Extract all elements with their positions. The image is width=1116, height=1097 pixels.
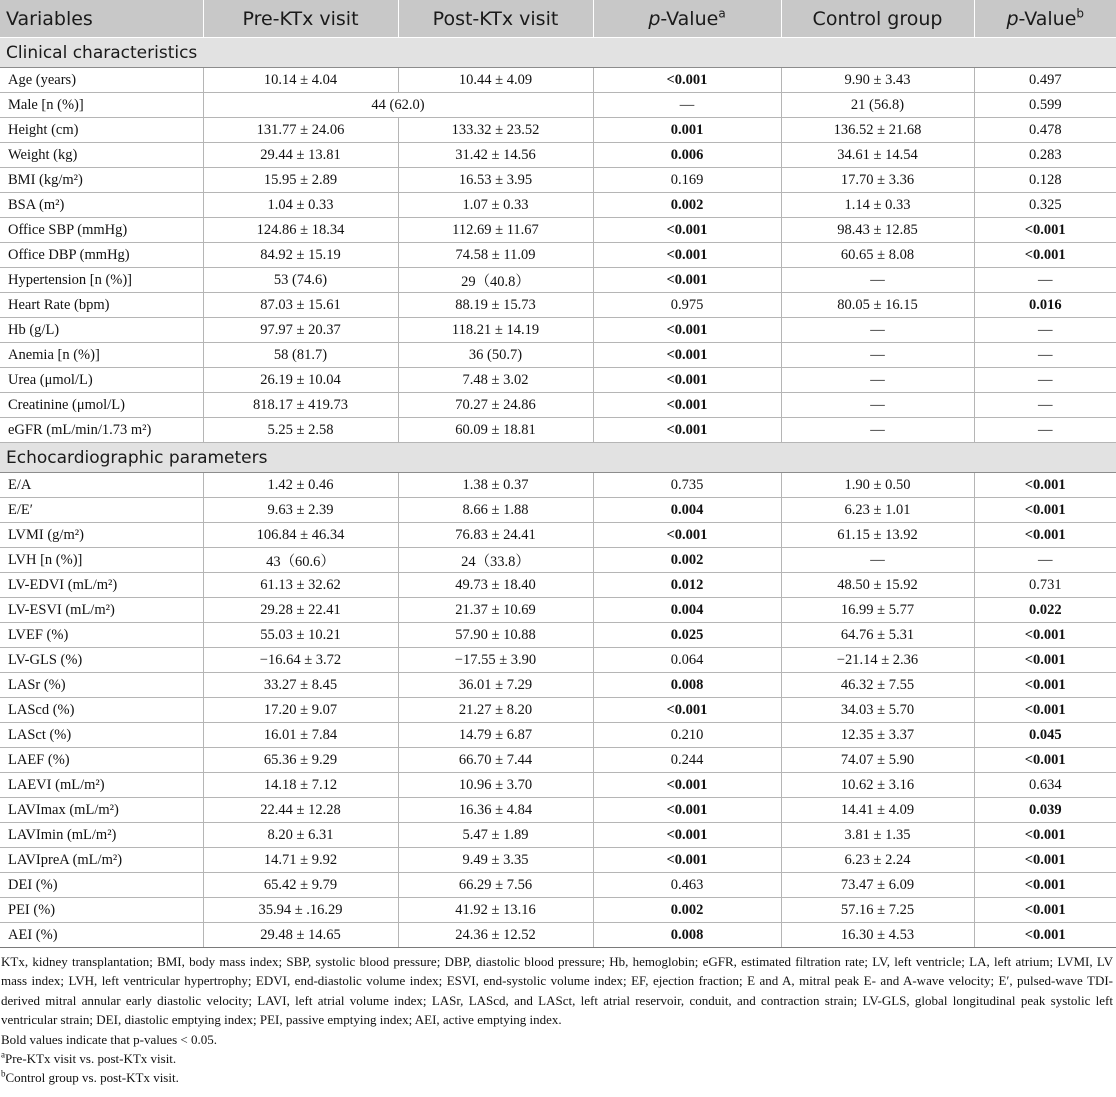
p-value-b-cell: 0.045 — [974, 723, 1116, 748]
table-row — [0, 473, 1116, 498]
pre-ktx-cell: 16.01 ± 7.84 — [203, 723, 398, 748]
footnote-a-text: Pre-KTx visit vs. post-KTx visit. — [5, 1051, 177, 1067]
control-cell: 16.30 ± 4.53 — [781, 923, 974, 948]
p-value-b-cell: 0.039 — [974, 798, 1116, 823]
p-value-b-cell: — — [974, 368, 1116, 393]
p-value-a-cell: 0.975 — [593, 293, 781, 318]
pre-ktx-cell: 8.20 ± 6.31 — [203, 823, 398, 848]
variable-cell: Male [n (%)] — [0, 93, 203, 118]
post-ktx-cell: 24（33.8） — [398, 548, 593, 573]
table-row — [0, 873, 1116, 898]
table-row — [0, 648, 1116, 673]
p-value-a-cell: <0.001 — [593, 268, 781, 293]
pre-ktx-cell: 10.14 ± 4.04 — [203, 68, 398, 93]
p-value-a-cell: 0.735 — [593, 473, 781, 498]
header-p-value-a — [593, 0, 781, 38]
p-value-a-cell: <0.001 — [593, 343, 781, 368]
post-ktx-cell: 57.90 ± 10.88 — [398, 623, 593, 648]
pre-ktx-cell: 65.36 ± 9.29 — [203, 748, 398, 773]
p-value-b-cell: 0.478 — [974, 118, 1116, 143]
footnote-b — [1, 1068, 1113, 1087]
table-row — [0, 243, 1116, 268]
p-value-b-cell: <0.001 — [974, 673, 1116, 698]
table-row — [0, 118, 1116, 143]
variable-cell: LAVImin (mL/m²) — [0, 823, 203, 848]
p-value-a-cell: <0.001 — [593, 773, 781, 798]
p-value-b-cell: <0.001 — [974, 848, 1116, 873]
p-value-a-cell: <0.001 — [593, 523, 781, 548]
control-cell: 57.16 ± 7.25 — [781, 898, 974, 923]
p-value-b-cell: <0.001 — [974, 698, 1116, 723]
control-cell: 6.23 ± 1.01 — [781, 498, 974, 523]
pre-ktx-cell: 33.27 ± 8.45 — [203, 673, 398, 698]
pre-ktx-cell: 55.03 ± 10.21 — [203, 623, 398, 648]
control-cell: 74.07 ± 5.90 — [781, 748, 974, 773]
section-title-echo: Echocardiographic parameters — [0, 443, 1116, 473]
p-value-b-cell: 0.497 — [974, 68, 1116, 93]
variable-cell: LVMI (g/m²) — [0, 523, 203, 548]
p-value-b-cell: <0.001 — [974, 648, 1116, 673]
p-value-a-cell: 0.002 — [593, 898, 781, 923]
table-row — [0, 773, 1116, 798]
variable-cell: LAScd (%) — [0, 698, 203, 723]
table-row — [0, 318, 1116, 343]
section-row-clinical — [0, 38, 1116, 68]
p-value-a-cell: <0.001 — [593, 68, 781, 93]
post-ktx-cell: 76.83 ± 24.41 — [398, 523, 593, 548]
pre-ktx-cell: 124.86 ± 18.34 — [203, 218, 398, 243]
pre-ktx-cell: 29.48 ± 14.65 — [203, 923, 398, 948]
post-ktx-cell: 29（40.8） — [398, 268, 593, 293]
table-row — [0, 343, 1116, 368]
table-row — [0, 848, 1116, 873]
p-value-b-cell: 0.599 — [974, 93, 1116, 118]
variable-cell: LVH [n (%)] — [0, 548, 203, 573]
echo-rows — [0, 473, 1116, 948]
pre-ktx-cell: 87.03 ± 15.61 — [203, 293, 398, 318]
footnote-b-text: Control group vs. post-KTx visit. — [5, 1070, 179, 1086]
variable-cell: BSA (m²) — [0, 193, 203, 218]
table-row — [0, 393, 1116, 418]
control-cell: 73.47 ± 6.09 — [781, 873, 974, 898]
variable-cell: LASr (%) — [0, 673, 203, 698]
control-cell: 12.35 ± 3.37 — [781, 723, 974, 748]
p-value-a-cell: <0.001 — [593, 848, 781, 873]
table-row — [0, 93, 1116, 118]
pre-ktx-cell: 14.71 ± 9.92 — [203, 848, 398, 873]
p-value-a-cell: — — [593, 93, 781, 118]
variable-cell: Height (cm) — [0, 118, 203, 143]
clinical-rows — [0, 68, 1116, 443]
pre-ktx-cell: 9.63 ± 2.39 — [203, 498, 398, 523]
pre-ktx-cell: 15.95 ± 2.89 — [203, 168, 398, 193]
pre-ktx-cell: 58 (81.7) — [203, 343, 398, 368]
p-value-b-cell: 0.022 — [974, 598, 1116, 623]
pre-ktx-cell: 65.42 ± 9.79 — [203, 873, 398, 898]
pre-ktx-cell: 35.94 ± .16.29 — [203, 898, 398, 923]
footnote-a — [1, 1049, 1113, 1068]
p-value-b-cell: <0.001 — [974, 218, 1116, 243]
post-ktx-cell: 88.19 ± 15.73 — [398, 293, 593, 318]
pre-ktx-cell: 106.84 ± 46.34 — [203, 523, 398, 548]
header-p-b-rest: -Value — [1018, 7, 1077, 30]
p-value-b-cell: <0.001 — [974, 243, 1116, 268]
p-value-a-cell: 0.210 — [593, 723, 781, 748]
variable-cell: DEI (%) — [0, 873, 203, 898]
variable-cell: E/E′ — [0, 498, 203, 523]
post-ktx-cell: 31.42 ± 14.56 — [398, 143, 593, 168]
post-ktx-cell: 8.66 ± 1.88 — [398, 498, 593, 523]
header-pre-ktx: Pre-KTx visit — [203, 0, 398, 38]
p-value-a-cell: 0.004 — [593, 598, 781, 623]
table-row — [0, 68, 1116, 93]
p-value-b-cell: — — [974, 318, 1116, 343]
post-ktx-cell: 16.53 ± 3.95 — [398, 168, 593, 193]
post-ktx-cell: 1.07 ± 0.33 — [398, 193, 593, 218]
header-row — [0, 0, 1116, 38]
header-variables: Variables — [0, 0, 203, 38]
pre-ktx-cell: 53 (74.6) — [203, 268, 398, 293]
pre-ktx-cell: 1.42 ± 0.46 — [203, 473, 398, 498]
variable-cell: LV-ESVI (mL/m²) — [0, 598, 203, 623]
post-ktx-cell: 36 (50.7) — [398, 343, 593, 368]
p-value-b-cell: <0.001 — [974, 823, 1116, 848]
post-ktx-cell: 70.27 ± 24.86 — [398, 393, 593, 418]
variable-cell: LVEF (%) — [0, 623, 203, 648]
p-value-a-cell: <0.001 — [593, 318, 781, 343]
p-value-a-cell: 0.169 — [593, 168, 781, 193]
table-row — [0, 923, 1116, 948]
variable-cell: LAEF (%) — [0, 748, 203, 773]
p-value-b-cell: 0.016 — [974, 293, 1116, 318]
header-p-a-italic: p — [648, 7, 661, 30]
control-cell: 34.03 ± 5.70 — [781, 698, 974, 723]
header-p-a-mark: a — [718, 6, 726, 21]
table-row — [0, 748, 1116, 773]
control-cell: 98.43 ± 12.85 — [781, 218, 974, 243]
pre-ktx-cell: 22.44 ± 12.28 — [203, 798, 398, 823]
control-cell: 1.90 ± 0.50 — [781, 473, 974, 498]
p-value-a-cell: 0.001 — [593, 118, 781, 143]
pre-ktx-cell: 26.19 ± 10.04 — [203, 368, 398, 393]
variable-cell: Urea (μmol/L) — [0, 368, 203, 393]
control-cell: 17.70 ± 3.36 — [781, 168, 974, 193]
variable-cell: BMI (kg/m²) — [0, 168, 203, 193]
control-cell: — — [781, 548, 974, 573]
control-cell: 46.32 ± 7.55 — [781, 673, 974, 698]
p-value-a-cell: 0.006 — [593, 143, 781, 168]
control-cell: 6.23 ± 2.24 — [781, 848, 974, 873]
footnote-a-mark: a — [1, 1049, 5, 1060]
p-value-a-cell: 0.012 — [593, 573, 781, 598]
p-value-a-cell: <0.001 — [593, 218, 781, 243]
control-cell: 48.50 ± 15.92 — [781, 573, 974, 598]
p-value-a-cell: 0.008 — [593, 923, 781, 948]
control-cell: 80.05 ± 16.15 — [781, 293, 974, 318]
post-ktx-cell: 112.69 ± 11.67 — [398, 218, 593, 243]
p-value-b-cell: 0.325 — [974, 193, 1116, 218]
variable-cell: Weight (kg) — [0, 143, 203, 168]
control-cell: — — [781, 393, 974, 418]
variable-cell: LAVImax (mL/m²) — [0, 798, 203, 823]
p-value-b-cell: <0.001 — [974, 498, 1116, 523]
post-ktx-cell: 66.29 ± 7.56 — [398, 873, 593, 898]
post-ktx-cell: −17.55 ± 3.90 — [398, 648, 593, 673]
post-ktx-cell: 10.44 ± 4.09 — [398, 68, 593, 93]
table-row — [0, 293, 1116, 318]
control-cell: 1.14 ± 0.33 — [781, 193, 974, 218]
pre-ktx-cell: 131.77 ± 24.06 — [203, 118, 398, 143]
post-ktx-cell: 36.01 ± 7.29 — [398, 673, 593, 698]
pre-ktx-cell: 5.25 ± 2.58 — [203, 418, 398, 443]
post-ktx-cell: 60.09 ± 18.81 — [398, 418, 593, 443]
p-value-a-cell: <0.001 — [593, 698, 781, 723]
table-row — [0, 168, 1116, 193]
post-ktx-cell: 21.37 ± 10.69 — [398, 598, 593, 623]
table-row — [0, 143, 1116, 168]
table-row — [0, 598, 1116, 623]
control-cell: 10.62 ± 3.16 — [781, 773, 974, 798]
p-value-b-cell: <0.001 — [974, 523, 1116, 548]
p-value-b-cell: 0.283 — [974, 143, 1116, 168]
variable-cell: Office SBP (mmHg) — [0, 218, 203, 243]
p-value-a-cell: 0.002 — [593, 193, 781, 218]
variable-cell: Heart Rate (bpm) — [0, 293, 203, 318]
bold-note: Bold values indicate that p-values < 0.05. — [1, 1031, 218, 1047]
p-value-a-cell: 0.463 — [593, 873, 781, 898]
p-value-b-cell: — — [974, 268, 1116, 293]
table-row — [0, 698, 1116, 723]
p-value-b-cell: <0.001 — [974, 873, 1116, 898]
variable-cell: Hb (g/L) — [0, 318, 203, 343]
control-cell: — — [781, 368, 974, 393]
table-row — [0, 218, 1116, 243]
table-row — [0, 898, 1116, 923]
p-value-a-cell: <0.001 — [593, 823, 781, 848]
post-ktx-cell: 41.92 ± 13.16 — [398, 898, 593, 923]
pre-ktx-cell: 84.92 ± 15.19 — [203, 243, 398, 268]
p-value-a-cell: 0.244 — [593, 748, 781, 773]
p-value-a-cell: <0.001 — [593, 243, 781, 268]
p-value-b-cell: — — [974, 393, 1116, 418]
post-ktx-cell: 118.21 ± 14.19 — [398, 318, 593, 343]
p-value-a-cell: <0.001 — [593, 368, 781, 393]
footnote-b-mark: b — [1, 1069, 6, 1080]
control-cell: 14.41 ± 4.09 — [781, 798, 974, 823]
p-value-a-cell: <0.001 — [593, 798, 781, 823]
control-cell: — — [781, 268, 974, 293]
header-p-a-rest: -Value — [660, 7, 719, 30]
p-value-a-cell: 0.008 — [593, 673, 781, 698]
post-ktx-cell: 74.58 ± 11.09 — [398, 243, 593, 268]
control-cell: — — [781, 318, 974, 343]
p-value-b-cell: — — [974, 548, 1116, 573]
variable-cell: Hypertension [n (%)] — [0, 268, 203, 293]
header-p-b-mark: b — [1076, 6, 1085, 21]
variable-cell: eGFR (mL/min/1.73 m²) — [0, 418, 203, 443]
p-value-b-cell: 0.128 — [974, 168, 1116, 193]
p-value-b-cell: <0.001 — [974, 898, 1116, 923]
control-cell: 21 (56.8) — [781, 93, 974, 118]
post-ktx-cell: 24.36 ± 12.52 — [398, 923, 593, 948]
post-ktx-cell: 5.47 ± 1.89 — [398, 823, 593, 848]
control-cell: 60.65 ± 8.08 — [781, 243, 974, 268]
control-cell: 34.61 ± 14.54 — [781, 143, 974, 168]
header-p-value-b — [974, 0, 1116, 38]
table-row — [0, 268, 1116, 293]
post-ktx-cell: 66.70 ± 7.44 — [398, 748, 593, 773]
table-row — [0, 418, 1116, 443]
table-notes — [1, 952, 1113, 1088]
post-ktx-cell: 9.49 ± 3.35 — [398, 848, 593, 873]
table-row — [0, 498, 1116, 523]
pre-ktx-cell: 818.17 ± 419.73 — [203, 393, 398, 418]
p-value-a-cell: 0.004 — [593, 498, 781, 523]
p-value-b-cell: <0.001 — [974, 473, 1116, 498]
post-ktx-cell: 21.27 ± 8.20 — [398, 698, 593, 723]
variable-cell: Office DBP (mmHg) — [0, 243, 203, 268]
variable-cell: LV-GLS (%) — [0, 648, 203, 673]
control-cell: 3.81 ± 1.35 — [781, 823, 974, 848]
table-row — [0, 673, 1116, 698]
variable-cell: LAVIpreA (mL/m²) — [0, 848, 203, 873]
pre-post-merged-cell: 44 (62.0) — [203, 93, 593, 118]
section-title-clinical: Clinical characteristics — [0, 38, 1116, 68]
p-value-b-cell: — — [974, 418, 1116, 443]
p-value-a-cell: <0.001 — [593, 418, 781, 443]
table-row — [0, 723, 1116, 748]
post-ktx-cell: 1.38 ± 0.37 — [398, 473, 593, 498]
section-row-echo — [0, 443, 1116, 473]
control-cell: 16.99 ± 5.77 — [781, 598, 974, 623]
control-cell: 9.90 ± 3.43 — [781, 68, 974, 93]
table-row — [0, 193, 1116, 218]
variable-cell: LAEVI (mL/m²) — [0, 773, 203, 798]
variable-cell: Creatinine (μmol/L) — [0, 393, 203, 418]
pre-ktx-cell: 29.44 ± 13.81 — [203, 143, 398, 168]
p-value-b-cell: — — [974, 343, 1116, 368]
table-row — [0, 798, 1116, 823]
p-value-a-cell: 0.025 — [593, 623, 781, 648]
header-post-ktx: Post-KTx visit — [398, 0, 593, 38]
table-row — [0, 368, 1116, 393]
header-p-b-italic: p — [1006, 7, 1019, 30]
table-row — [0, 573, 1116, 598]
pre-ktx-cell: 61.13 ± 32.62 — [203, 573, 398, 598]
variable-cell: LV-EDVI (mL/m²) — [0, 573, 203, 598]
p-value-a-cell: 0.064 — [593, 648, 781, 673]
p-value-b-cell: 0.634 — [974, 773, 1116, 798]
header-control-group: Control group — [781, 0, 974, 38]
p-value-b-cell: <0.001 — [974, 923, 1116, 948]
abbreviations-note: KTx, kidney transplantation; BMI, body mass index; SBP, systolic blood pressure; DBP, diastolic blood pressure; Hb, hemoglobin; eGFR, estimated filtration rate; LV, left ventricle; LA, left atrium; LVMI, LV mass index; LVH, left ventricular hypertrophy; EDVI, end-diastolic volume index; ESVI, end-systolic volume index; EF, ejection fraction; E and A, mitral peak E- and A-wave velocity; E′, pulsed-wave TDI-derived mitral annular early diastolic velocity; LAVI, left atrial volume index; LASr, LAScd, and LASct, left atrial reservoir, conduit, and contraction strain; LV-GLS, global longitudinal peak systolic left ventricular strain; DEI, diastolic emptying index; PEI, passive emptying index; AEI, active emptying index. — [1, 954, 1113, 1028]
pre-ktx-cell: 1.04 ± 0.33 — [203, 193, 398, 218]
variable-cell: LASct (%) — [0, 723, 203, 748]
variable-cell: E/A — [0, 473, 203, 498]
post-ktx-cell: 49.73 ± 18.40 — [398, 573, 593, 598]
control-cell: 64.76 ± 5.31 — [781, 623, 974, 648]
control-cell: — — [781, 418, 974, 443]
pre-ktx-cell: 29.28 ± 22.41 — [203, 598, 398, 623]
p-value-b-cell: <0.001 — [974, 623, 1116, 648]
post-ktx-cell: 14.79 ± 6.87 — [398, 723, 593, 748]
p-value-a-cell: 0.002 — [593, 548, 781, 573]
table-row — [0, 623, 1116, 648]
post-ktx-cell: 7.48 ± 3.02 — [398, 368, 593, 393]
variable-cell: PEI (%) — [0, 898, 203, 923]
control-cell: 136.52 ± 21.68 — [781, 118, 974, 143]
control-cell: −21.14 ± 2.36 — [781, 648, 974, 673]
control-cell: 61.15 ± 13.92 — [781, 523, 974, 548]
p-value-b-cell: 0.731 — [974, 573, 1116, 598]
table-row — [0, 523, 1116, 548]
control-cell: — — [781, 343, 974, 368]
pre-ktx-cell: −16.64 ± 3.72 — [203, 648, 398, 673]
variable-cell: Age (years) — [0, 68, 203, 93]
post-ktx-cell: 133.32 ± 23.52 — [398, 118, 593, 143]
table-row — [0, 548, 1116, 573]
p-value-a-cell: <0.001 — [593, 393, 781, 418]
table-row — [0, 823, 1116, 848]
variable-cell: AEI (%) — [0, 923, 203, 948]
pre-ktx-cell: 97.97 ± 20.37 — [203, 318, 398, 343]
pre-ktx-cell: 14.18 ± 7.12 — [203, 773, 398, 798]
post-ktx-cell: 16.36 ± 4.84 — [398, 798, 593, 823]
p-value-b-cell: <0.001 — [974, 748, 1116, 773]
variable-cell: Anemia [n (%)] — [0, 343, 203, 368]
post-ktx-cell: 10.96 ± 3.70 — [398, 773, 593, 798]
pre-ktx-cell: 43（60.6） — [203, 548, 398, 573]
pre-ktx-cell: 17.20 ± 9.07 — [203, 698, 398, 723]
